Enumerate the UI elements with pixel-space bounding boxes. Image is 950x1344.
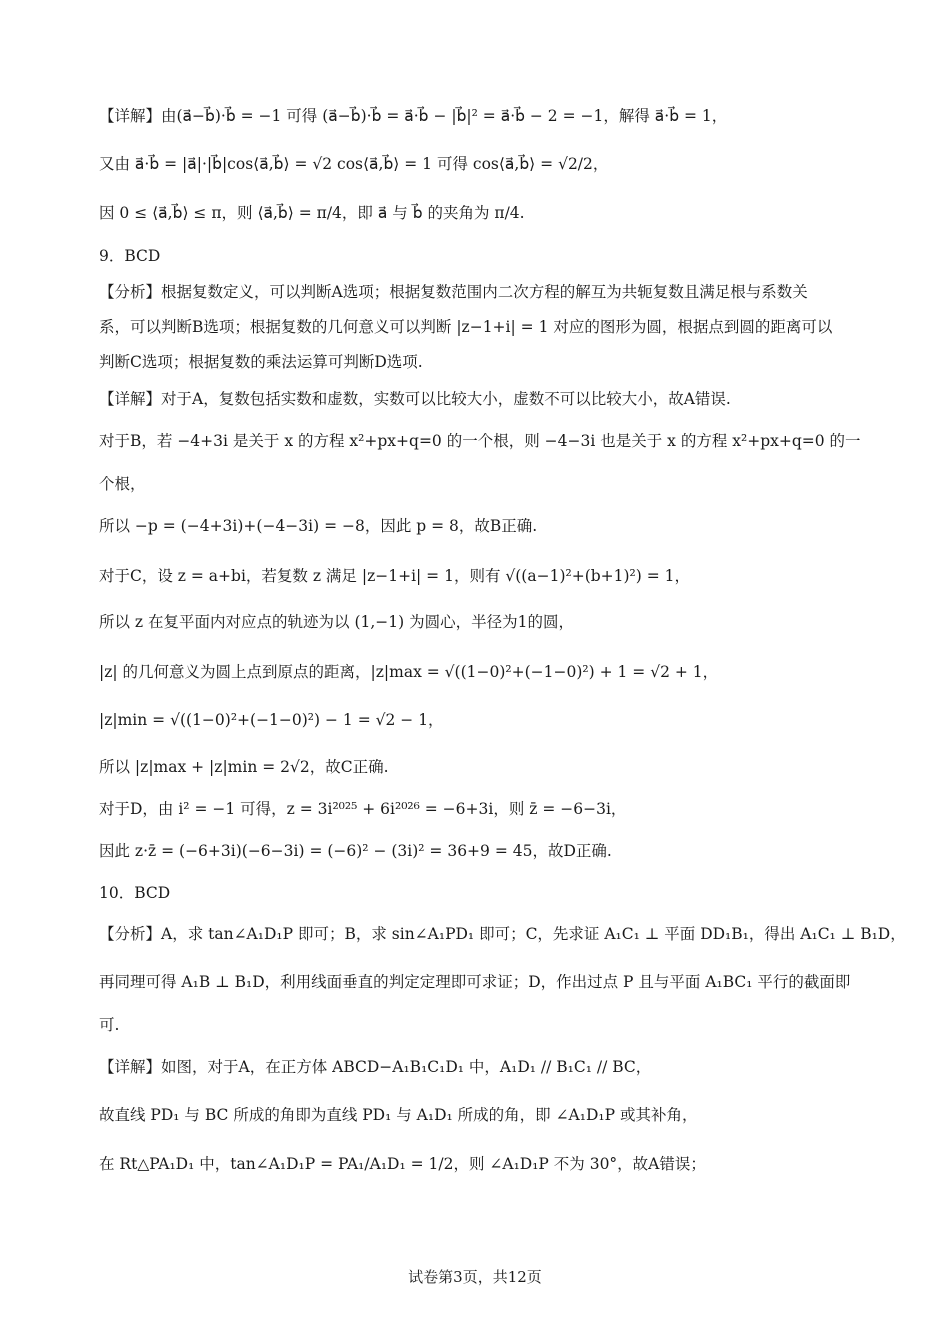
text-line: 又由 a⃗·b⃗ = |a⃗|·|b⃗|cos⟨a⃗,b⃗⟩ = √2 cos⟨a⃗,b⃗⟩ = 1 可得 cos⟨a⃗,b⃗⟩ = √2/2， — [99, 155, 609, 173]
text-line: 所以 z 在复平面内对应点的轨迹为以 (1,−1) 为圆心，半径为1的圆， — [99, 613, 574, 631]
text-line: 故直线 PD₁ 与 BC 所成的角即为直线 PD₁ 与 A₁D₁ 所成的角，即 ∠A₁D₁P 或其补角， — [99, 1106, 698, 1124]
text-line: 9．BCD — [99, 247, 161, 265]
page-footer: 试卷第3页，共12页 — [408, 1268, 542, 1286]
text-line: 个根， — [99, 475, 146, 493]
text-line: 所以 −p = (−4+3i)+(−4−3i) = −8，因此 p = 8，故B正确. — [99, 517, 538, 535]
text-line: 可. — [99, 1016, 120, 1034]
text-line: |z| 的几何意义为圆上点到原点的距离，|z|max = √((1−0)²+(−1−0)²) + 1 = √2 + 1， — [99, 663, 719, 681]
text-line: 【分析】根据复数定义，可以判断A选项；根据复数范围内二次方程的解互为共轭复数且满足根与系数关 — [99, 283, 808, 301]
text-line: 因 0 ≤ ⟨a⃗,b⃗⟩ ≤ π，则 ⟨a⃗,b⃗⟩ = π/4，即 a⃗ 与 b⃗ 的夹角为 π/4. — [99, 204, 525, 222]
text-line: 判断C选项；根据复数的乘法运算可判断D选项. — [99, 353, 423, 371]
text-line: 在 Rt△PA₁D₁ 中，tan∠A₁D₁P = PA₁/A₁D₁ = 1/2，则 ∠A₁D₁P 不为 30°，故A错误； — [99, 1155, 706, 1173]
text-line: |z|min = √((1−0)²+(−1−0)²) − 1 = √2 − 1， — [99, 711, 444, 729]
text-line: 10．BCD — [99, 884, 171, 902]
text-line: 对于D，由 i² = −1 可得，z = 3i²⁰²⁵ + 6i²⁰²⁶ = −6+3i，则 z̄ = −6−3i， — [99, 800, 627, 818]
text-line: 所以 |z|max + |z|min = 2√2，故C正确. — [99, 758, 389, 776]
text-line: 对于B，若 −4+3i 是关于 x 的方程 x²+px+q=0 的一个根，则 −4−3i 也是关于 x 的方程 x²+px+q=0 的一 — [99, 432, 861, 450]
text-line: 对于C，设 z = a+bi，若复数 z 满足 |z−1+i| = 1，则有 √((a−1)²+(b+1)²) = 1， — [99, 567, 691, 585]
text-line: 【详解】对于A，复数包括实数和虚数，实数可以比较大小，虚数不可以比较大小，故A错误. — [99, 390, 731, 408]
text-line: 系，可以判断B选项；根据复数的几何意义可以判断 |z−1+i| = 1 对应的图形为圆，根据点到圆的距离可以 — [99, 318, 833, 336]
text-line: 【分析】A，求 tan∠A₁D₁P 即可；B，求 sin∠A₁PD₁ 即可；C，先求证 A₁C₁ ⊥ 平面 DD₁B₁，得出 A₁C₁ ⊥ B₁D， — [99, 925, 906, 943]
text-line: 【详解】如图，对于A，在正方体 ABCD−A₁B₁C₁D₁ 中，A₁D₁ // B₁C₁ // BC， — [99, 1058, 652, 1076]
text-line: 【详解】由(a⃗−b⃗)·b⃗ = −1 可得 (a⃗−b⃗)·b⃗ = a⃗·b⃗ − |b⃗|² = a⃗·b⃗ − 2 = −1，解得 a⃗·b⃗ = 1， — [99, 107, 728, 125]
text-line: 因此 z·z̄ = (−6+3i)(−6−3i) = (−6)² − (3i)² = 36+9 = 45，故D正确. — [99, 842, 612, 860]
text-line: 再同理可得 A₁B ⊥ B₁D，利用线面垂直的判定定理即可求证；D，作出过点 P 且与平面 A₁BC₁ 平行的截面即 — [99, 973, 851, 991]
